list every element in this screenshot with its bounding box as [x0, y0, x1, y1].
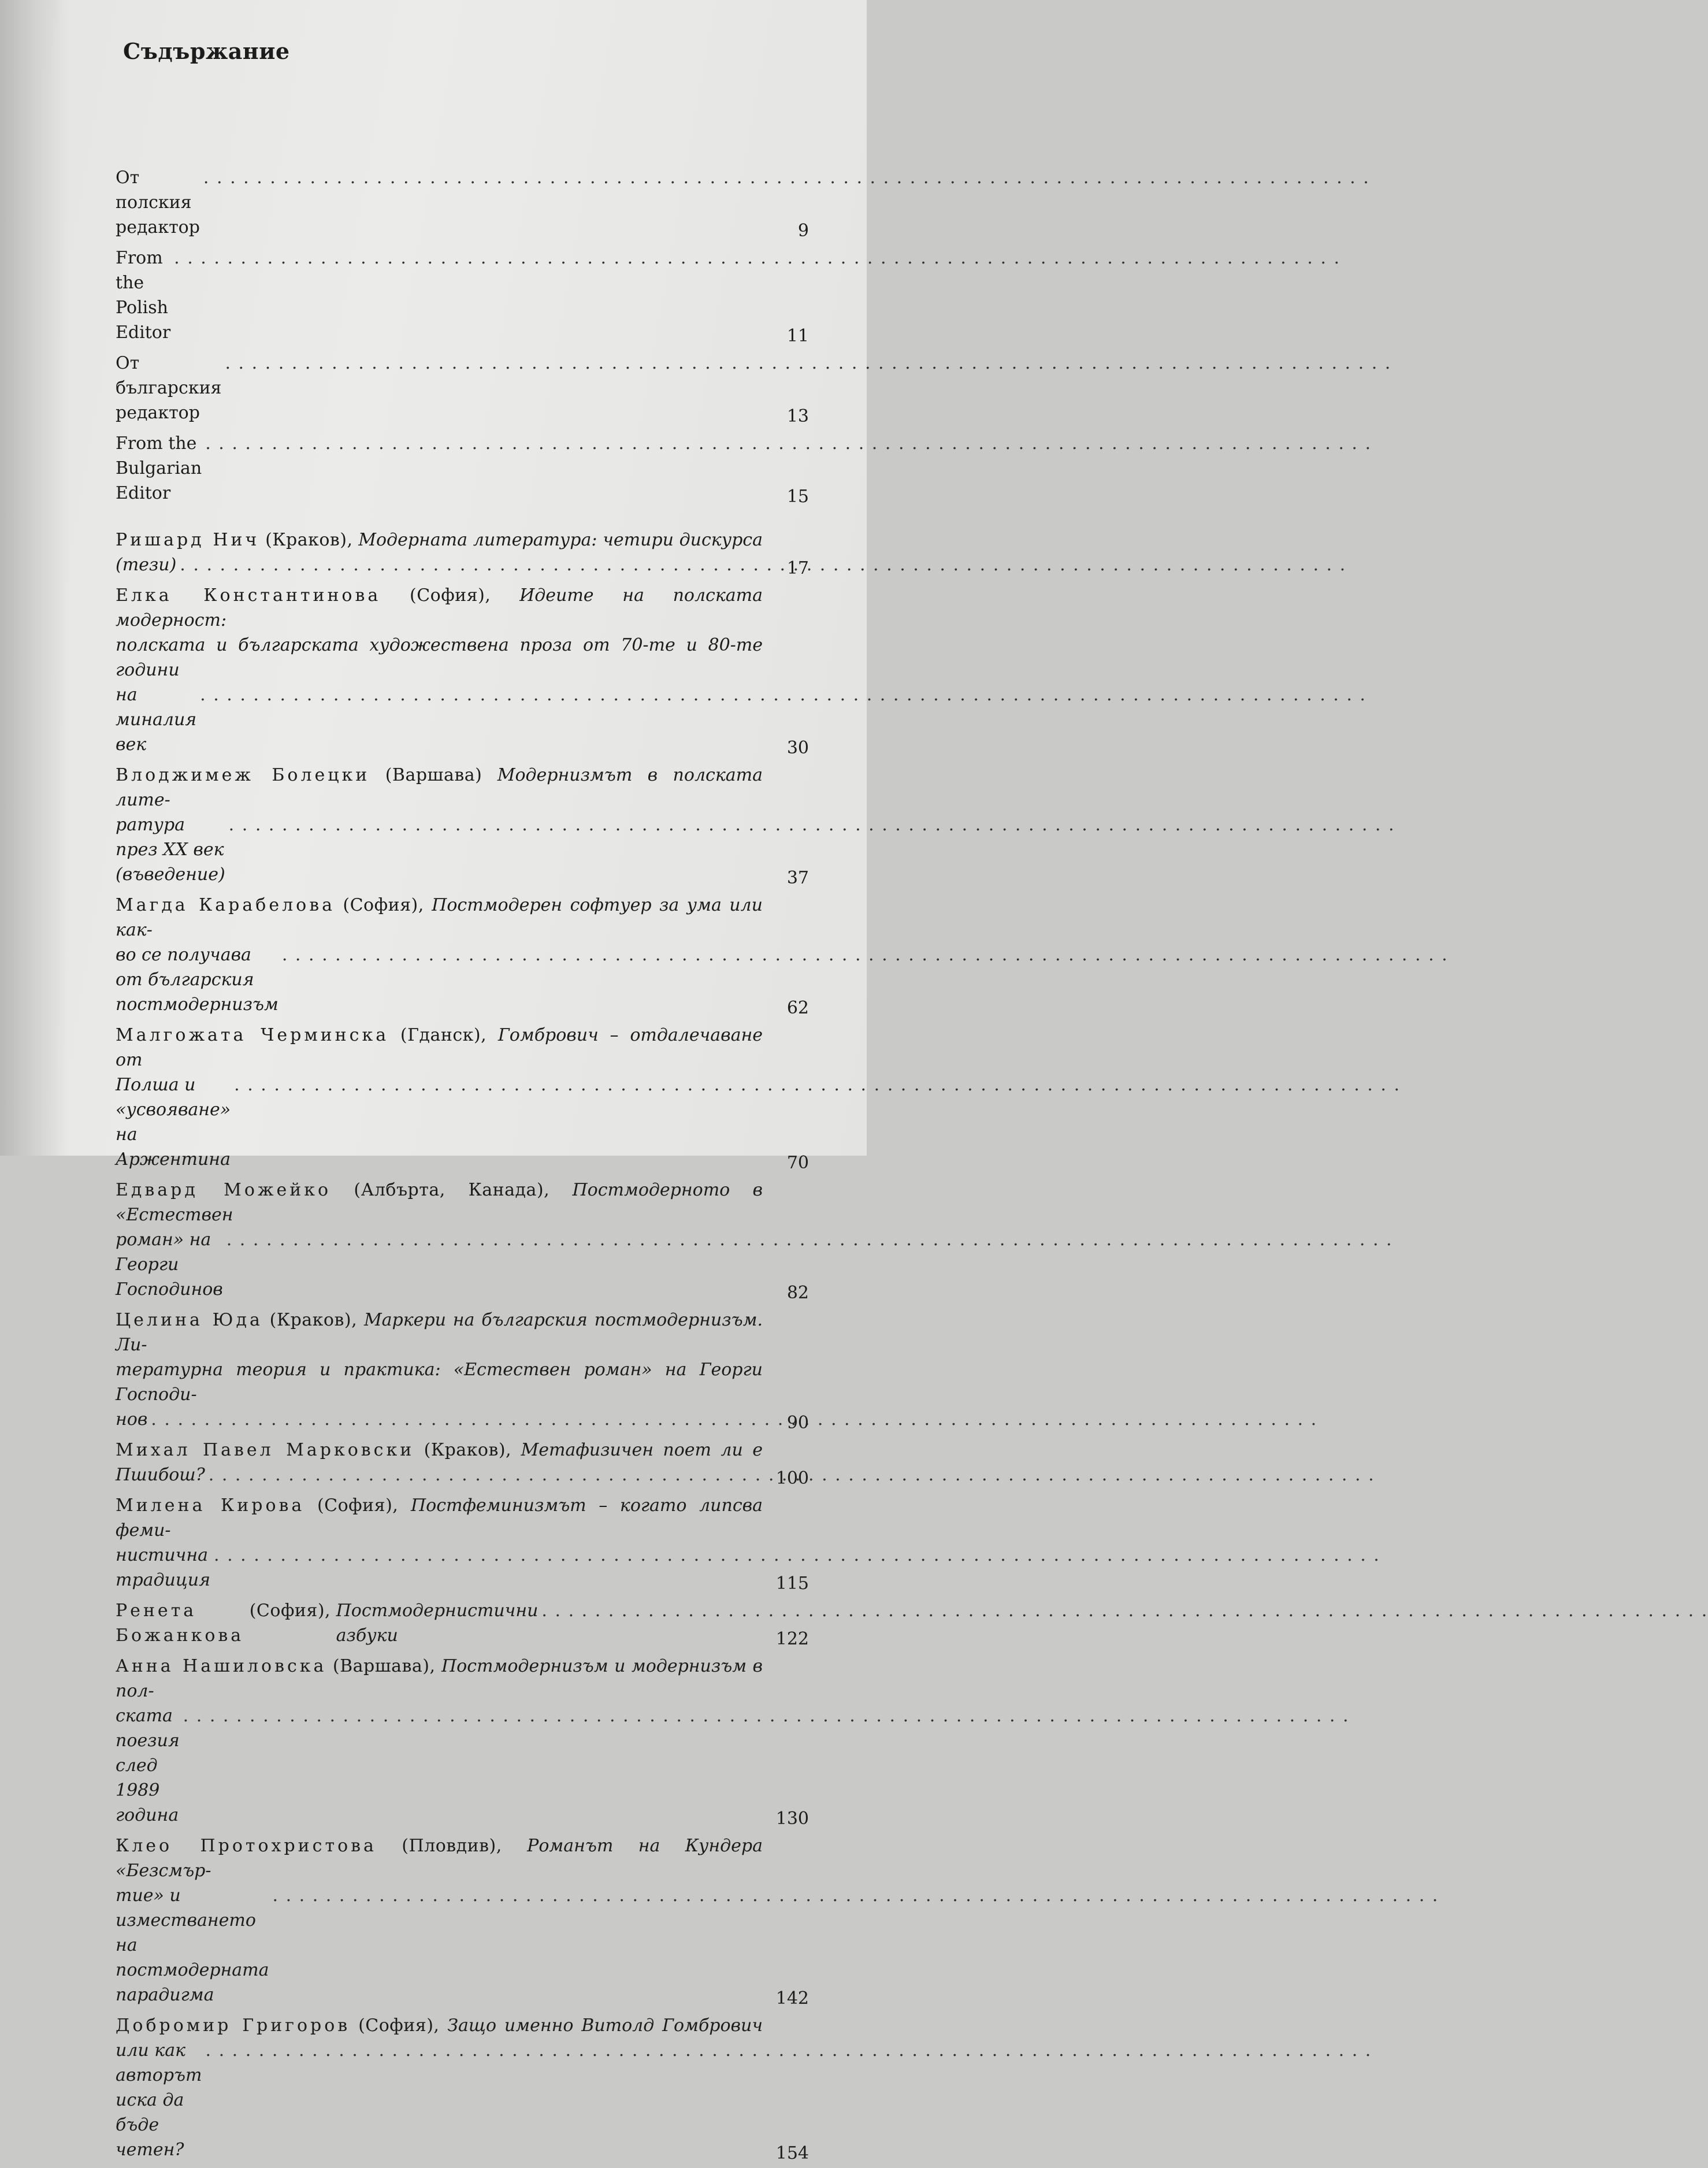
- work-title: Модерната литература: четири дискурса: [358, 530, 763, 550]
- page-number: 11: [786, 326, 809, 346]
- toc-entry: [116, 1178, 809, 1302]
- page-number: 62: [786, 998, 809, 1018]
- toc-entry-line: [116, 1833, 763, 1883]
- toc-entry-last-line: [116, 682, 763, 757]
- author-name: Целина Юда: [116, 1310, 263, 1330]
- work-title: нистична традиция: [116, 1545, 210, 1590]
- toc-entry-row: [116, 165, 763, 240]
- page-number: 15: [786, 487, 809, 507]
- toc-entry-line: [116, 1493, 763, 1543]
- work-title: роман» на Георги Господинов: [116, 1230, 223, 1300]
- leader-dots: [282, 942, 1449, 967]
- toc-entry: [116, 1308, 809, 1432]
- toc-entry: [116, 583, 809, 757]
- work-title: полската и българската художествена проза от 70-те и 80-те години: [116, 635, 763, 680]
- work-title: ратура през XX век (въведение): [116, 815, 225, 885]
- work-title: Постмодерното в «Естествен: [116, 1180, 763, 1225]
- toc-entry-label: From the Polish Editor: [116, 248, 171, 343]
- toc-entry-last-line: [116, 1703, 763, 1828]
- author-name: Ришард Нич: [116, 530, 260, 550]
- work-title: Модернизмът в полската лите-: [116, 765, 763, 810]
- author-place: (Краков),: [265, 530, 353, 550]
- toc-entry-line: [116, 893, 763, 942]
- work-title: тие» и изместването на постмодерната парадигма: [116, 1885, 269, 2005]
- work-title: (тези): [116, 555, 177, 575]
- toc-entry-last-line: [116, 1883, 763, 2007]
- toc-entry-last-line: [116, 812, 763, 887]
- toc-entry-line: [116, 1023, 763, 1072]
- leader-dots: [273, 1883, 1439, 1908]
- author-place: (Варшава),: [332, 1656, 436, 1676]
- page-number: 100: [775, 1468, 809, 1488]
- author-name: Добромир Григоров: [116, 2015, 351, 2036]
- leader-dots: [234, 1072, 1401, 1097]
- toc-entry-last-line: [116, 942, 763, 1017]
- toc-entry-last-line: [116, 1543, 763, 1592]
- toc-entry-line: [116, 528, 763, 552]
- leader-dots: [229, 812, 1395, 837]
- toc-entry: [116, 1438, 809, 1487]
- author-name: Клео Протохристова: [116, 1836, 377, 1856]
- page-number: 130: [775, 1809, 809, 1829]
- author-place: (София),: [343, 895, 424, 915]
- page-number: 115: [775, 1573, 809, 1594]
- toc-entry-last-line: [116, 1462, 763, 1487]
- toc-entry: [116, 1598, 809, 1648]
- toc-entry: [116, 1023, 809, 1172]
- author-place: (Албърта, Канада),: [354, 1180, 550, 1200]
- page-number: 90: [786, 1413, 809, 1433]
- author-name: Влоджимеж Болецки: [116, 765, 370, 785]
- author-place: (София),: [358, 2015, 440, 2036]
- leader-dots: [174, 246, 1341, 270]
- toc-entry: [116, 763, 809, 887]
- work-title: тературна теория и практика: «Естествен роман» на Георги Господи-: [116, 1360, 763, 1405]
- author-name: Милена Кирова: [116, 1495, 305, 1516]
- leader-dots: [183, 1703, 1350, 1728]
- toc-entry-last-line: [116, 1598, 763, 1648]
- toc-entry: [116, 893, 809, 1017]
- page-gutter-shadow: [0, 0, 69, 1156]
- work-title: на миналия век: [116, 685, 197, 755]
- leader-dots: [214, 1543, 1380, 1568]
- toc-entry-label: От полския редактор: [116, 168, 200, 237]
- work-title: или как авторът иска да бъде четен?: [116, 2040, 202, 2160]
- author-place: (Гданск),: [400, 1025, 487, 1045]
- work-title: нов: [116, 1409, 148, 1430]
- author-name: Михал Павел Марковски: [116, 1440, 415, 1460]
- toc-entry-line: [116, 2013, 763, 2038]
- author-name: Едвард Можейко: [116, 1180, 332, 1200]
- toc-entry-line: [116, 1654, 763, 1703]
- author-place: (Краков),: [424, 1440, 512, 1460]
- toc-entry-last-line: [116, 552, 763, 577]
- author-name: Малгожата Черминска: [116, 1025, 389, 1045]
- page-number: 82: [786, 1283, 809, 1303]
- page-number: 13: [786, 406, 809, 426]
- leader-dots: [205, 431, 1372, 456]
- leader-dots: [203, 165, 1370, 190]
- work-title: Гомбрович – отдалечаване от: [116, 1025, 763, 1070]
- work-title: Постмодерен софтуер за ума или как-: [116, 895, 763, 940]
- toc-entry-line: [116, 1178, 763, 1227]
- work-title: ската поезия след 1989 година: [116, 1706, 180, 1825]
- table-of-contents: [116, 165, 809, 2168]
- page-number: 122: [775, 1629, 809, 1649]
- work-title: Маркери на българския постмодернизъм. Ли-: [116, 1310, 763, 1355]
- page-content: [116, 0, 826, 2163]
- toc-entry: [116, 1493, 809, 1592]
- author-place: (Варшава): [385, 765, 482, 785]
- toc-entry-label: From the Bulgarian Editor: [116, 433, 202, 503]
- work-title: Полша и «усвояване» на Аржентина: [116, 1075, 231, 1170]
- work-title: Метафизичен поет ли е: [521, 1440, 763, 1460]
- work-title: Романът на Кундера «Безсмър-: [116, 1836, 763, 1881]
- toc-entry-last-line: [116, 1072, 763, 1172]
- leader-dots: [206, 2038, 1372, 2063]
- page-number: 154: [775, 2143, 809, 2163]
- author-place: (Краков),: [269, 1310, 358, 1330]
- page-number: 17: [786, 558, 809, 578]
- toc-entry-line: [116, 1308, 763, 1357]
- toc-entry: [116, 351, 809, 425]
- toc-entry: [116, 528, 809, 577]
- toc-entry: [116, 165, 809, 240]
- toc-entry-last-line: [116, 1407, 763, 1432]
- toc-entry-last-line: [116, 2038, 763, 2162]
- toc-entry-line: [116, 763, 763, 812]
- toc-entry-row: [116, 431, 763, 506]
- work-title: Постфеминизмът – когато липсва феми-: [116, 1495, 763, 1540]
- toc-entry-label: От българския редактор: [116, 353, 222, 423]
- toc-entry-line: [116, 583, 763, 633]
- leader-dots: [200, 682, 1367, 707]
- toc-entry-line: [116, 633, 763, 682]
- section-gap: [116, 511, 809, 528]
- leader-dots: [225, 351, 1391, 376]
- page-number: 70: [786, 1153, 809, 1173]
- page-number: 37: [786, 868, 809, 888]
- author-place: (София),: [317, 1495, 399, 1516]
- work-title: Постмодернистични азбуки: [336, 1601, 539, 1646]
- page-title: Съдържание: [123, 38, 290, 64]
- toc-entry-line: [116, 1438, 763, 1462]
- author-place: (София),: [249, 1601, 331, 1621]
- author-name: Магда Карабелова: [116, 895, 335, 915]
- author-name: Ренета Божанкова: [116, 1601, 244, 1646]
- leader-dots: [541, 1598, 1708, 1623]
- work-title: во се получава от българския постмодернизъм: [116, 945, 279, 1015]
- toc-entry-row: [116, 246, 763, 345]
- author-place: (София),: [409, 585, 491, 606]
- author-place: (Пловдив),: [402, 1836, 502, 1856]
- page-number: 30: [786, 738, 809, 758]
- work-title: Идеите на полската модерност:: [116, 585, 763, 630]
- toc-entry-last-line: [116, 1227, 763, 1302]
- toc-entry: [116, 1654, 809, 1828]
- toc-entry: [116, 246, 809, 345]
- page-number: 9: [797, 221, 809, 241]
- work-title: Защо именно Витолд Гомбрович: [447, 2015, 763, 2036]
- toc-entry: [116, 2013, 809, 2162]
- leader-dots: [151, 1407, 1317, 1432]
- author-name: Анна Нашиловска: [116, 1656, 327, 1676]
- work-title: Постмодернизъм и модернизъм в пол-: [116, 1656, 763, 1701]
- toc-entry: [116, 1833, 809, 2007]
- author-name: Елка Константинова: [116, 585, 381, 606]
- page-number: 142: [775, 1988, 809, 2009]
- toc-entry-row: [116, 351, 763, 425]
- leader-dots: [227, 1227, 1393, 1252]
- toc-entry-line: [116, 1357, 763, 1407]
- toc-entry: [116, 431, 809, 506]
- work-title: Пшибош?: [116, 1465, 205, 1485]
